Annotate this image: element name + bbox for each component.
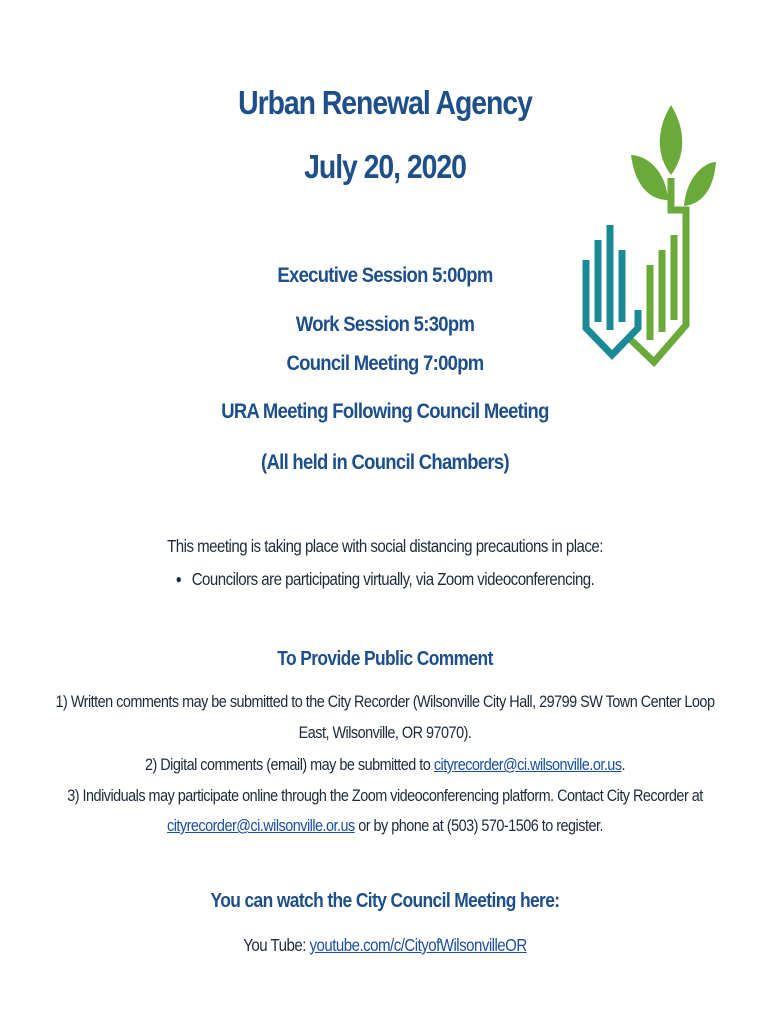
notice-bullet [54,569,716,590]
email-link-1[interactable]: cityrecorder@ci.wilsonville.or.us [433,755,622,774]
notice-intro: This meeting is taking place with social distancing precautions in place: [167,536,603,556]
wilsonville-logo-icon [576,100,726,375]
comment-item-1-line-2: East, Wilsonville, OR 97070). [298,723,472,742]
notice-bullet-text: Councilors are participating virtually, via Zoom videoconferencing. [191,569,595,589]
location-note: (All held in Council Chambers) [261,451,509,474]
youtube-line [54,935,716,956]
council-meeting-time: Council Meeting 7:00pm [286,352,484,375]
comment-item-1-line-1: 1) Written comments may be submitted to the City Recorder (Wilsonville City Hall, 29799 SW Town Center Loop [55,692,715,711]
comment-item-2 [54,755,716,775]
logo-teal-w [586,225,638,355]
public-comment-heading: To Provide Public Comment [277,648,493,670]
youtube-label: You Tube: [243,935,310,955]
comment-item-3-line-1: 3) Individuals may participate online through the Zoom videoconferencing platform. Contact City Recorder at [67,786,703,805]
comment-item-2-text: 2) Digital comments (email) may be submitted to [144,755,434,774]
logo-leaf-top [660,105,683,175]
logo-leaf-left [631,155,668,200]
bullet-icon: ● [175,572,182,586]
youtube-link[interactable]: youtube.com/c/CityofWilsonvilleOR [309,935,527,955]
meeting-date: July 20, 2020 [304,148,466,185]
comment-item-3-suffix: or by phone at (503) 570-1506 to register. [354,816,603,835]
logo-green-w [631,178,686,362]
logo-leaf-right [684,162,716,206]
page-title: Urban Renewal Agency [238,84,532,121]
work-session-time: Work Session 5:30pm [295,313,475,336]
ura-meeting-note: URA Meeting Following Council Meeting [221,400,549,423]
email-link-2[interactable]: cityrecorder@ci.wilsonville.or.us [167,816,355,835]
watch-heading: You can watch the City Council Meeting here: [210,890,560,912]
executive-session-time: Executive Session 5:00pm [277,264,493,287]
comment-item-2-suffix: . [621,755,626,774]
comment-item-3-line-2 [54,816,716,836]
